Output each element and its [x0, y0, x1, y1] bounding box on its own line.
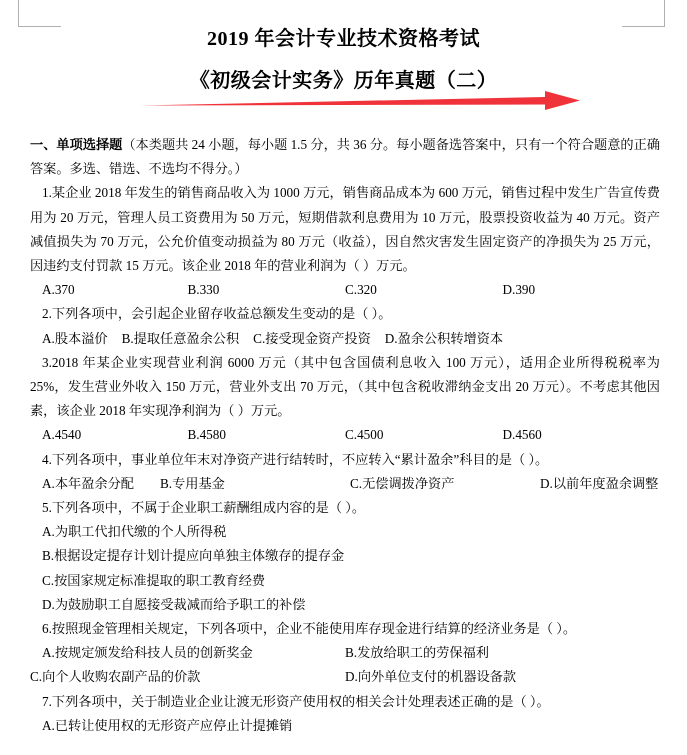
question-number: 6. — [42, 621, 52, 637]
crop-mark-top-left — [18, 0, 61, 27]
question-options — [30, 641, 660, 689]
option-b[interactable]: B.330 — [187, 282, 220, 298]
question-stem — [30, 617, 660, 641]
option-c[interactable]: C.按国家规定标准提取的职工教育经费 — [42, 572, 266, 588]
question-stem — [30, 181, 660, 278]
question-text: 下列各项中，关于制造业企业让渡无形资产使用权的相关会计处理表述正确的是（ ）。 — [51, 693, 550, 709]
page-title-line-1: 2019 年会计专业技术资格考试 — [207, 28, 480, 50]
section-heading-label: 一、单项选择题 — [30, 137, 123, 152]
page-title-line-2: 《初级会计实务》历年真题（二） — [189, 70, 498, 92]
option-a[interactable]: A.已转让使用权的无形资产应停止计提摊销 — [42, 717, 293, 733]
question-stem — [30, 690, 660, 714]
question-stem — [30, 351, 660, 424]
question-number: 3. — [42, 354, 52, 370]
section-heading — [30, 133, 660, 181]
option-a[interactable]: A.为职工代扣代缴的个人所得税 — [42, 524, 227, 540]
question-options — [30, 520, 660, 617]
question-options — [30, 714, 660, 738]
option-c[interactable]: C.320 — [345, 282, 377, 298]
option-d[interactable]: D.390 — [502, 282, 536, 298]
red-arrow-icon — [140, 86, 580, 114]
question-stem — [30, 302, 660, 326]
question-stem — [30, 496, 660, 520]
question-text: 某企业 2018 年发生的销售商品收入为 1000 万元，销售商品成本为 600 万元，销售过程中发生广告宣传费用为 20 万元，管理人员工资费用为 50 万元，短期借款利息费用为 10 万元，股票投资收益为 40 万元。资产减值损失为 70 万元，公允价值变动损益为 80 万元（收益），因自然灾害发生固定资产的净损失为 25 万元，因违约支付罚款 15 万元。该企业 2018 年的营业利润为（ ）万元。 — [30, 185, 660, 274]
option-b[interactable]: B.根据设定提存计划计提应向单独主体缴存的提存金 — [42, 548, 345, 564]
option-a[interactable]: A.股本溢价 — [42, 330, 108, 346]
option-d[interactable]: D.向外单位支付的机器设备款 — [345, 669, 517, 685]
question-number: 4. — [42, 451, 52, 467]
option-c[interactable]: C.无偿调拨净资产 — [350, 475, 455, 491]
crop-mark-top-right — [622, 0, 665, 27]
option-d[interactable]: D.盈余公积转增资本 — [384, 330, 504, 346]
option-b[interactable]: B.4580 — [187, 427, 226, 443]
exam-body — [30, 133, 660, 738]
question-options — [30, 472, 660, 496]
question-text: 下列各项中，事业单位年末对净资产进行结转时，不应转入“累计盈余”科目的是（ ）。 — [51, 451, 549, 467]
option-a[interactable]: A.本年盈余分配 — [42, 475, 134, 491]
section-heading-instructions: （本类题共 24 小题，每小题 1.5 分，共 36 分。每小题备选答案中，只有一个符合题意的正确答案。多选、错选、不选均不得分。） — [30, 137, 661, 177]
option-c[interactable]: C.接受现金资产投资 — [253, 330, 371, 346]
option-a[interactable]: A.4540 — [42, 427, 82, 443]
question-text: 2018 年某企业实现营业利润 6000 万元（其中包含国债利息收入 100 万元），适用企业所得税税率为 25%，发生营业外收入 150 万元，营业外支出 70 万元，（其中包含税收滞纳金支出 20 万元）。不考虑其他因素，该企业 2018 年实现净利润为（ ）万元。 — [30, 354, 660, 419]
question-text: 下列各项中，会引起企业留存收益总额发生变动的是（ ）。 — [51, 306, 392, 322]
option-b[interactable]: B.专用基金 — [160, 475, 225, 491]
option-d[interactable]: D.4560 — [502, 427, 542, 443]
option-d[interactable]: D.以前年度盈余调整 — [540, 475, 659, 491]
option-b[interactable]: B.提取任意盈余公积 — [121, 330, 240, 346]
option-a[interactable]: A.370 — [42, 282, 75, 298]
option-c[interactable]: C.4500 — [345, 427, 384, 443]
question-number: 2. — [42, 306, 52, 322]
question-options — [30, 423, 660, 447]
question-number: 5. — [42, 500, 52, 516]
question-text: 按照现金管理相关规定，下列各项中，企业不能使用库存现金进行结算的经济业务是（ ）。 — [51, 621, 577, 637]
option-d[interactable]: D.为鼓励职工自愿接受裁减而给予职工的补偿 — [42, 596, 306, 612]
question-number: 1. — [42, 185, 52, 201]
question-options — [30, 278, 660, 302]
question-text: 下列各项中，不属于企业职工薪酬组成内容的是（ ）。 — [51, 500, 366, 516]
option-a[interactable]: A.按规定颁发给科技人员的创新奖金 — [42, 645, 253, 661]
option-b[interactable]: B.发放给职工的劳保福利 — [345, 645, 489, 661]
option-c[interactable]: C.向个人收购农副产品的价款 — [30, 669, 201, 685]
red-arrow-annotation — [140, 86, 580, 114]
question-number: 7. — [42, 693, 52, 709]
question-stem — [30, 448, 660, 472]
question-options — [30, 327, 660, 351]
